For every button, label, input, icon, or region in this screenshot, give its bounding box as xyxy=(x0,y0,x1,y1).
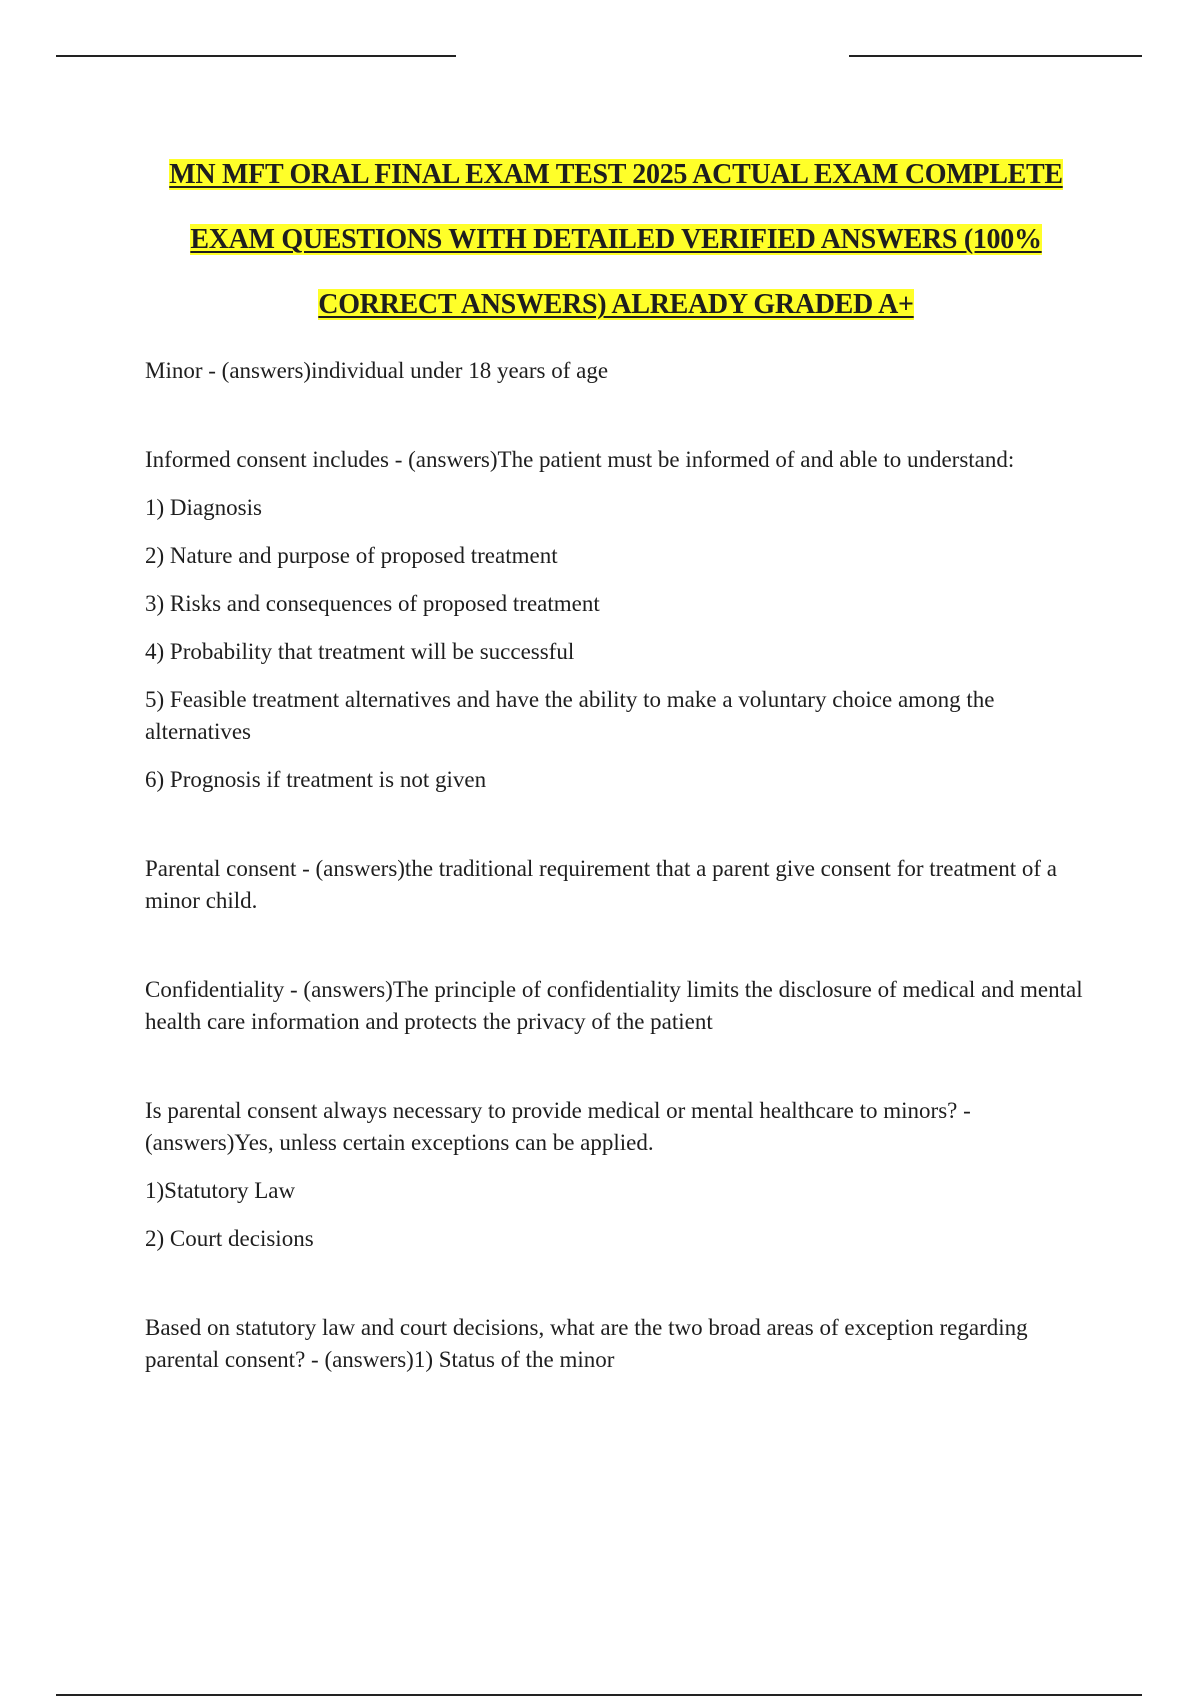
title-line: CORRECT ANSWERS) ALREADY GRADED A+ xyxy=(318,289,914,320)
qa-entry-minor xyxy=(145,355,1105,387)
qa-paragraph: Minor - (answers)individual under 18 years of age xyxy=(145,358,609,383)
qa-entry-parental-consent-necessity xyxy=(145,1095,1105,1255)
header-rule-left xyxy=(56,55,456,57)
list-item: 4) Probability that treatment will be successful xyxy=(145,639,575,664)
qa-paragraph: Parental consent - (answers)the traditional requirement that a parent give consent for treatment of a minor child. xyxy=(145,856,1057,913)
list-item: 3) Risks and consequences of proposed treatment xyxy=(145,591,600,616)
qa-entry-confidentiality xyxy=(145,974,1105,1038)
qa-entry-informed-consent xyxy=(145,444,1105,796)
list-item: 1)Statutory Law xyxy=(145,1178,296,1203)
title-line: EXAM QUESTIONS WITH DETAILED VERIFIED ANSWERS (100% xyxy=(190,224,1042,255)
list-item: 2) Court decisions xyxy=(145,1226,314,1251)
footer-rule xyxy=(56,1694,1142,1696)
list-item: 6) Prognosis if treatment is not given xyxy=(145,767,487,792)
title-line: MN MFT ORAL FINAL EXAM TEST 2025 ACTUAL EXAM COMPLETE xyxy=(169,159,1063,190)
qa-entry-exceptions xyxy=(145,1312,1105,1376)
list-item: 1) Diagnosis xyxy=(145,495,262,520)
qa-paragraph: Is parental consent always necessary to provide medical or mental healthcare to minors? - (answers)Yes, unless certain exceptions can be applied. xyxy=(145,1098,971,1155)
qa-paragraph: Confidentiality - (answers)The principle of confidentiality limits the disclosure of medical and mental health care information and protects the privacy of the patient xyxy=(145,977,1083,1034)
qa-paragraph: Based on statutory law and court decisions, what are the two broad areas of exception regarding parental consent? - (answers)1) Status of the minor xyxy=(145,1315,1028,1372)
document-title xyxy=(120,142,1112,337)
qa-entry-parental-consent xyxy=(145,853,1105,917)
list-item: 2) Nature and purpose of proposed treatment xyxy=(145,543,558,568)
header-rule-right xyxy=(849,55,1142,57)
list-item: 5) Feasible treatment alternatives and have the ability to make a voluntary choice among the alternatives xyxy=(145,687,995,744)
document-body xyxy=(145,355,1105,1376)
qa-paragraph: Informed consent includes - (answers)The patient must be informed of and able to understand: xyxy=(145,447,1015,472)
